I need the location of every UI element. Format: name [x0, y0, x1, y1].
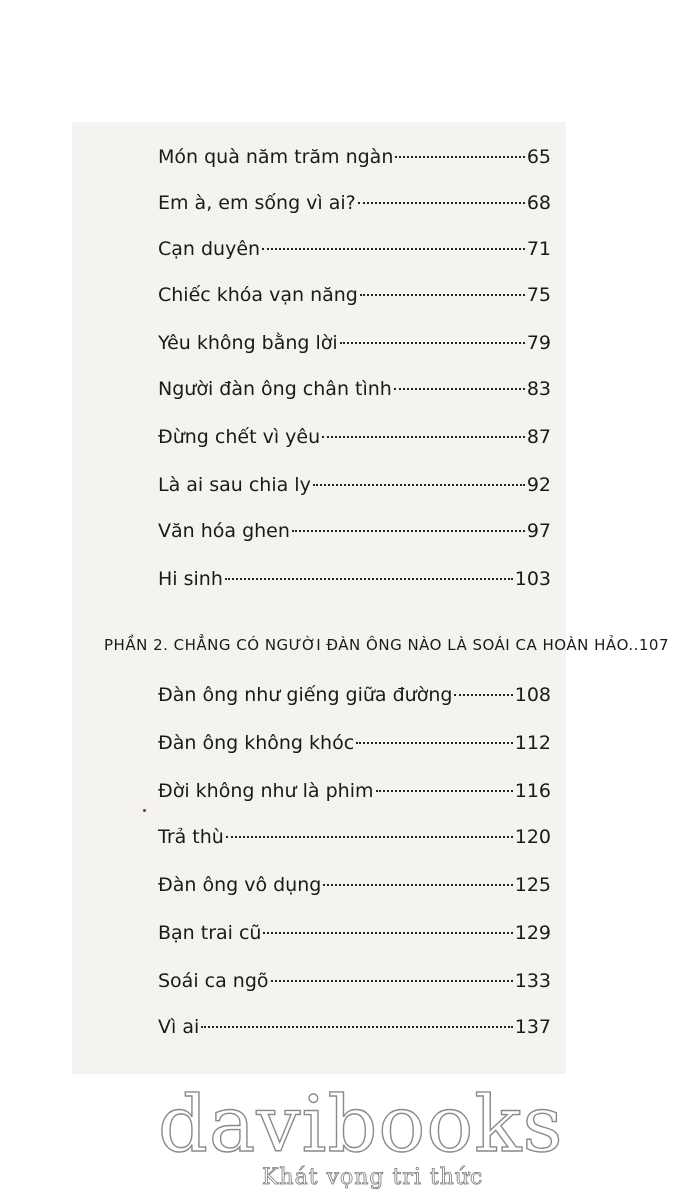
toc-dot-leader	[376, 790, 513, 792]
toc-entry-title: Người đàn ông chân tình	[158, 378, 392, 400]
toc-entry-title: Bạn trai cũ	[158, 922, 262, 944]
toc-dot-leader	[323, 884, 512, 886]
toc-entry-page: 103	[514, 568, 551, 590]
part-heading: PHẦN 2. CHẲNG CÓ NGƯỜI ĐÀN ÔNG NÀO LÀ SOÁI CA HOÀN HẢO..107	[104, 636, 669, 654]
toc-entry-title: Đàn ông vô dụng	[158, 874, 322, 896]
toc-entry-title: Đừng chết vì yêu	[158, 426, 321, 448]
toc-entry	[158, 874, 551, 904]
toc-entry	[158, 1016, 551, 1046]
toc-entry	[158, 284, 551, 314]
toc-dot-leader	[322, 436, 525, 438]
toc-entry	[158, 332, 551, 362]
toc-entry-page: 137	[514, 1016, 551, 1038]
toc-entry-page: 125	[514, 874, 551, 896]
toc-dot-leader	[395, 156, 524, 158]
toc-entry-page: 108	[514, 684, 551, 706]
toc-entry	[158, 922, 551, 952]
toc-entry-page: 83	[526, 378, 551, 400]
toc-dot-leader	[394, 388, 525, 390]
toc-entry-page: 112	[514, 732, 551, 754]
toc-entry	[158, 378, 551, 408]
toc-entry-title: Văn hóa ghen	[158, 520, 290, 542]
toc-entry	[158, 732, 551, 762]
toc-dot-leader	[226, 836, 513, 838]
toc-entry-page: 97	[526, 520, 551, 542]
toc-entry-title: Em à, em sống vì ai?	[158, 192, 356, 214]
toc-dot-leader	[360, 294, 525, 296]
toc-dot-leader	[225, 578, 513, 580]
watermark-tagline: Khát vọng tri thức	[262, 1165, 484, 1190]
toc-dot-leader	[201, 1026, 512, 1028]
toc-dot-leader	[356, 742, 513, 744]
toc-entry	[158, 146, 551, 176]
toc-dot-leader	[358, 202, 525, 204]
toc-entry-page: 71	[526, 238, 551, 260]
toc-entry-title: Đời không như là phim	[158, 780, 374, 802]
toc-dot-leader	[454, 694, 512, 696]
toc-entry-title: Soái ca ngõ	[158, 970, 269, 992]
toc-entry-page: 129	[514, 922, 551, 944]
toc-entry	[158, 568, 551, 598]
toc-dot-leader	[263, 932, 512, 934]
toc-entry-title: Chiếc khóa vạn năng	[158, 284, 358, 306]
toc-entry	[158, 780, 551, 810]
toc-entry-page: 92	[526, 474, 551, 496]
toc-entry-title: Trả thù	[158, 826, 224, 848]
toc-entry-title: Yêu không bằng lời	[158, 332, 338, 354]
toc-entry-page: 75	[526, 284, 551, 306]
toc-dot-leader	[313, 484, 525, 486]
toc-entry-page: 133	[514, 970, 551, 992]
toc-entry-title: Đàn ông như giếng giữa đường	[158, 684, 453, 706]
toc-entry-title: Đàn ông không khóc	[158, 732, 355, 754]
toc-entry-title: Là ai sau chia ly	[158, 474, 311, 496]
toc-entry-title: Món quà năm trăm ngàn	[158, 146, 394, 168]
toc-entry	[158, 238, 551, 268]
toc-entry	[158, 684, 551, 714]
toc-entry	[158, 520, 551, 550]
ink-speck	[143, 809, 146, 812]
toc-entry-page: 68	[526, 192, 551, 214]
toc-entry-page: 87	[526, 426, 551, 448]
toc-entry-page: 79	[526, 332, 551, 354]
toc-entry	[158, 192, 551, 222]
toc-entry	[158, 826, 551, 856]
toc-entry-title: Vì ai	[158, 1016, 200, 1038]
toc-entry-page: 65	[526, 146, 551, 168]
toc-dot-leader	[292, 530, 525, 532]
toc-entry-title: Hi sinh	[158, 568, 223, 590]
toc-entry	[158, 970, 551, 1000]
toc-entry-page: 116	[514, 780, 551, 802]
toc-dot-leader	[271, 980, 513, 982]
toc-dot-leader	[340, 342, 525, 344]
toc-dot-leader	[262, 248, 525, 250]
toc-entry	[158, 426, 551, 456]
watermark-brand: davibooks	[158, 1080, 564, 1170]
toc-entry-title: Cạn duyên	[158, 238, 261, 260]
toc-entry	[158, 474, 551, 504]
toc-entry-page: 120	[514, 826, 551, 848]
